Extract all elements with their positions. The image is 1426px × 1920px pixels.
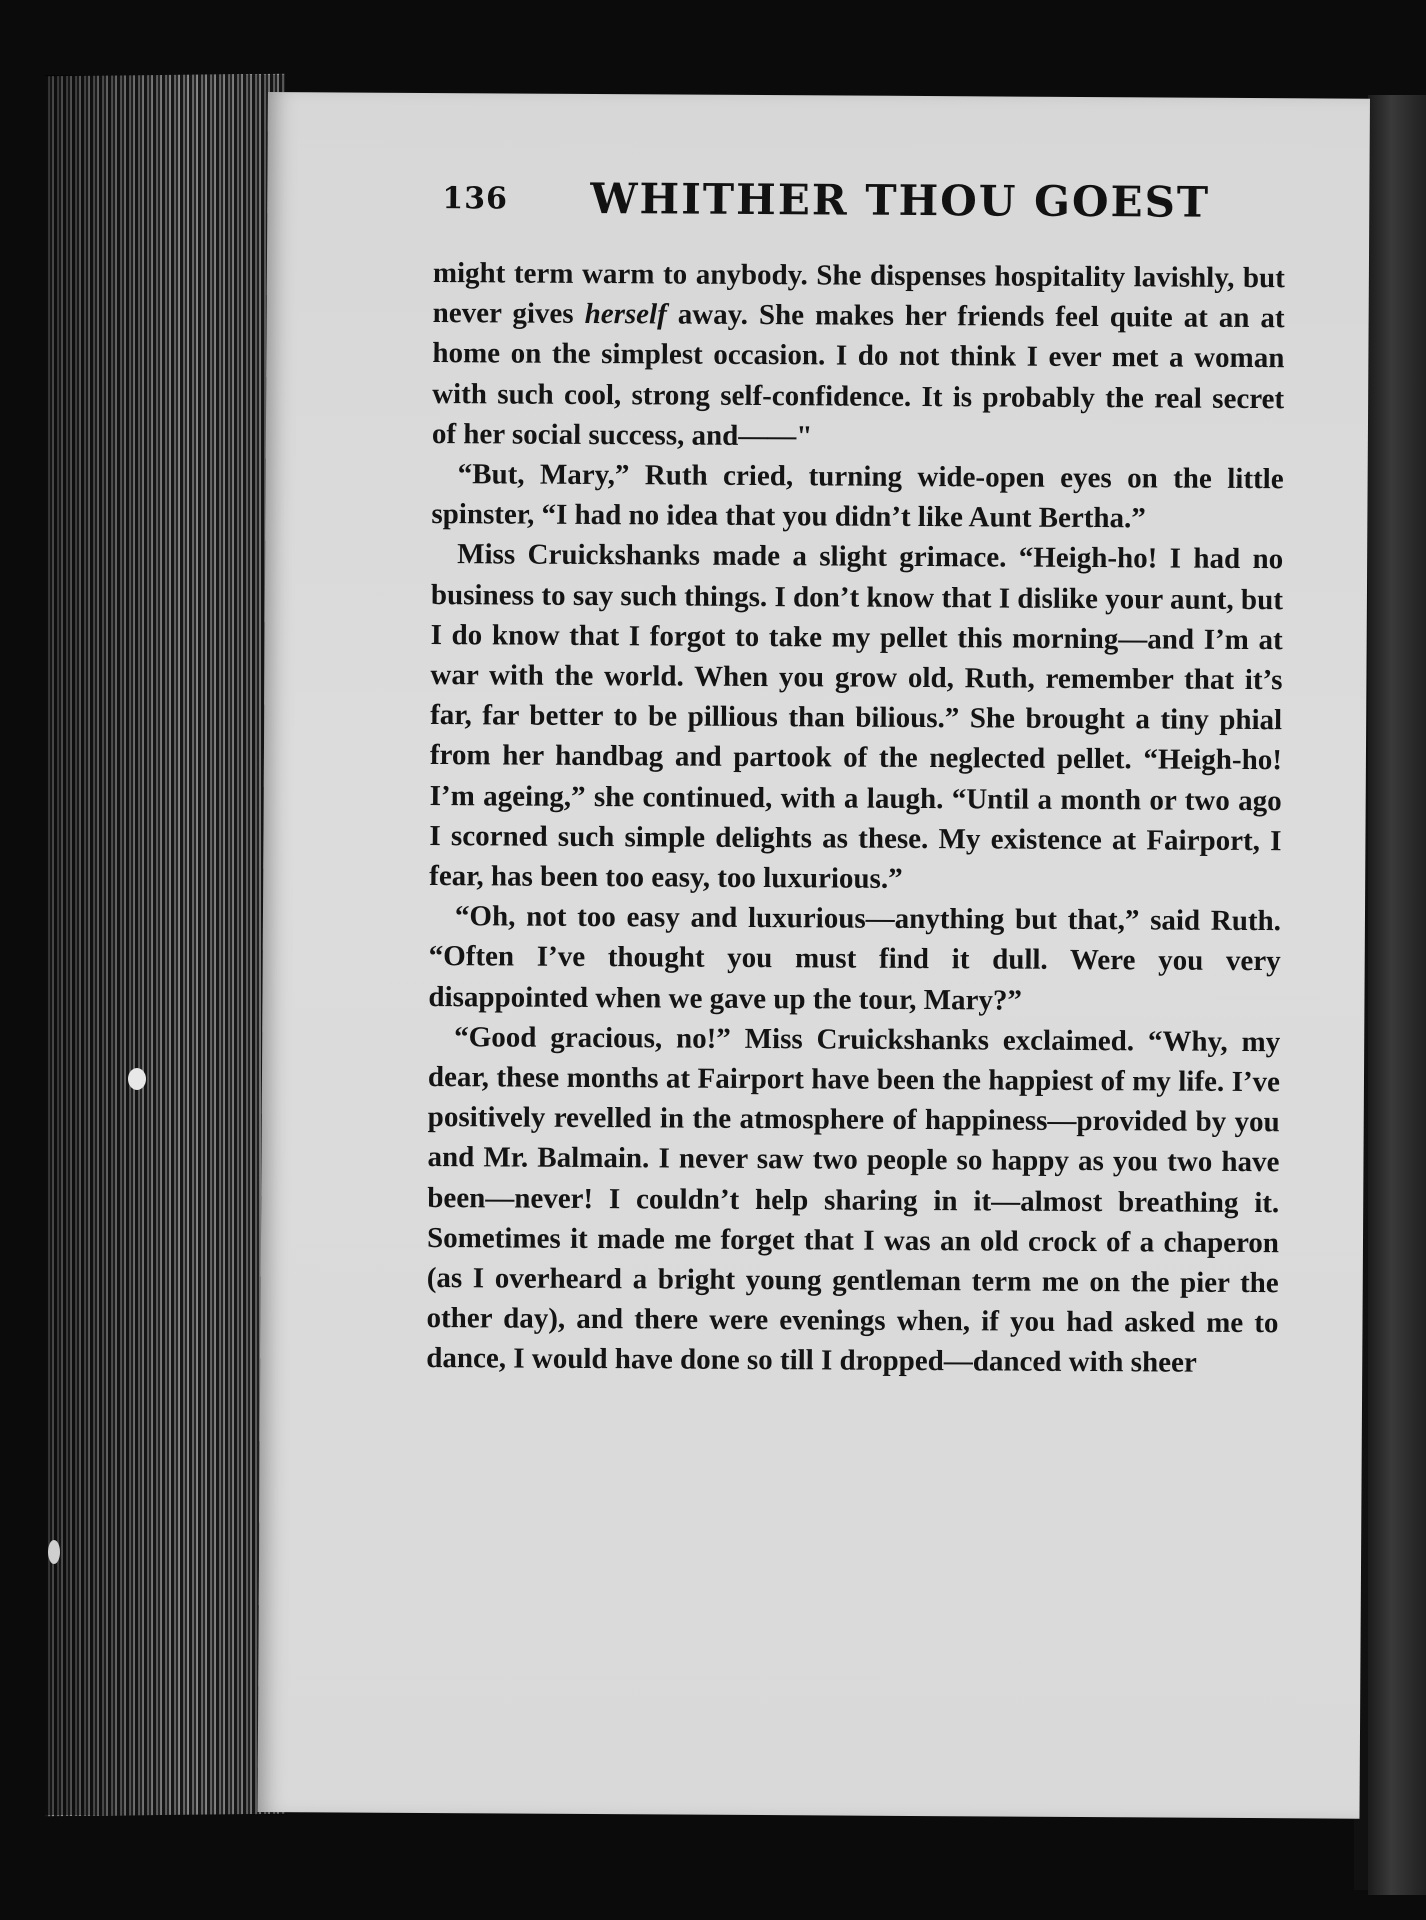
book-page [257,92,1369,1819]
paragraph: might term warm to anybody. She dispenses hospitality lavishly, but never gives herself away. She makes her friends feel quite at an at home on the simplest occasion. I do not think I ever met a woman with such cool, strong self-confidence. It is probably the real secret of her social success, and——" [431,257,1285,453]
paragraph: Miss Cruickshanks made a slight grimace. “Heigh-ho! I had no business to say such things. I don’t know that I dislike your aunt, but I do know that I forgot to take my pellet this morning—and I’m at war with the world. When you grow old, Ruth, remember that it’s far, far better to be pillious than bilious.” She brought a tiny phial from her handbag and partook of the neglected pellet. “Heigh-ho! I’m ageing,” she continued, with a laugh. “Until a month or two ago I scorned such simple delights as these. My existence at Fairport, I fear, has been too easy, too luxurious.” [429,538,1284,895]
right-cover-board [1368,95,1426,1895]
page-number: 136 [442,181,509,217]
italic-emphasis: herself [584,298,667,331]
page-header [442,173,1262,248]
paragraph: “Oh, not too easy and luxurious—anything but that,” said Ruth. “Often I’ve thought you must find it dull. Were you very disappointed when we gave up the tour, Mary?” [428,900,1282,1017]
paragraph: “Good gracious, no!” Miss Cruickshanks exclaimed. “Why, my dear, these months at Fairport have been the happiest of my life. I’ve positively revelled in the atmosphere of happiness—provided by you and Mr. Balmain. I never saw two people so happy as you two have been—never! I couldn’t help sharing in it—almost breathing it. Sometimes it made me forget that I was an old crock of a chaperon (as I overheard a bright young gentleman term me on the pier the other day), and there were evenings when, if you had asked me to dance, I would have done so till I dropped—danced with sheer [426,1021,1281,1380]
running-head: WHITHER THOU GOEST [590,173,1211,227]
page-edges-shadow [45,75,285,1815]
scan-speck [48,1540,60,1564]
body-text [426,253,1285,1384]
paragraph: “But, Mary,” Ruth cried, turning wide-open eyes on the little spinster, “I had no idea that you didn’t like Aunt Bertha.” [431,458,1284,535]
scan-speck [128,1068,146,1090]
